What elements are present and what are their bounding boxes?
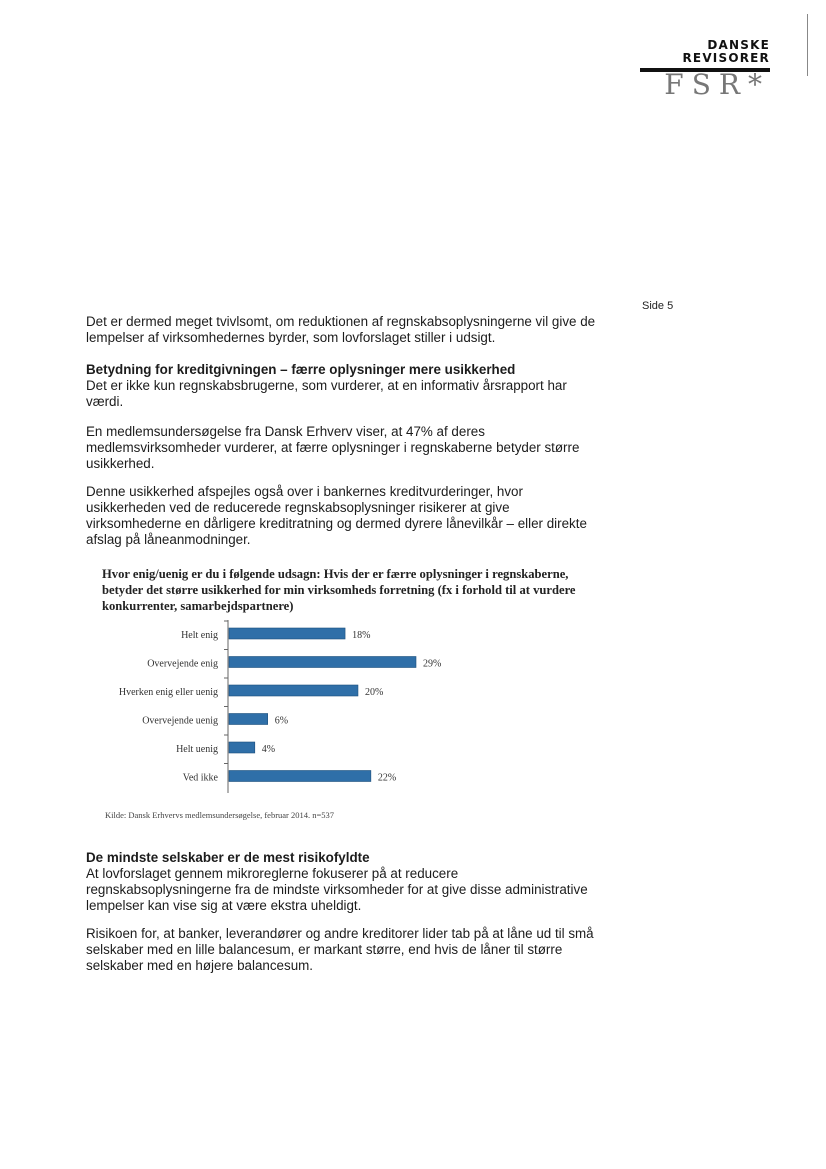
paragraph: Risikoen for, at banker, leverandører og andre kreditorer lider tab på at låne ud til små selskaber med en lille balancesum, er markant større, end hvis de låner til større selskaber med en højere balancesum.	[86, 926, 594, 973]
bar-value-label: 22%	[377, 772, 397, 784]
category-label: Overvejende enig	[147, 658, 218, 670]
section-heading: De mindste selskaber er de mest risikofyldte	[86, 850, 370, 865]
paragraph: Det er dermed meget tvivlsomt, om reduktionen af regnskabsoplysningerne vil give de lempelser af virksomhedernes byrder, som lovforslaget stiller i udsigt.	[86, 314, 596, 345]
logo-line-2: REVISORER	[682, 51, 770, 65]
page-number: Side 5	[642, 300, 674, 312]
logo-mark: FSR*	[664, 68, 770, 101]
bar-value-label: 29%	[423, 658, 442, 670]
category-label: Helt uenig	[176, 744, 218, 755]
category-label: Helt enig	[181, 630, 218, 641]
bar	[229, 685, 358, 696]
page-edge-line	[807, 14, 808, 76]
bar-value-label: 4%	[261, 744, 276, 755]
chart-source: Kilde: Dansk Erhvervs medlemsundersøgelse, februar 2014. n=537	[105, 810, 335, 820]
paragraph: At lovforslaget gennem mikroreglerne fokuserer på at reducere regnskabsoplysningerne fra de mindste virksomheder for at give disse administrative lempelser kan vise sig at være ekstra uheldigt.	[86, 866, 588, 913]
logo	[630, 38, 770, 100]
paragraph: Det er ikke kun regnskabsbrugerne, som vurderer, at en informativ årsrapport har værdi.	[86, 378, 567, 409]
logo-line-1: DANSKE	[707, 38, 770, 52]
category-label: Hverken enig eller uenig	[118, 687, 218, 698]
paragraph: En medlemsundersøgelse fra Dansk Erhverv viser, at 47% af deres medlemsvirksomheder vurderer, at færre oplysninger i regnskaberne betyder større usikkerhed.	[86, 424, 580, 471]
category-label: Overvejende uenig	[142, 715, 218, 727]
section-heading: Betydning for kreditgivningen – færre oplysninger mere usikkerhed	[86, 362, 516, 377]
bar-value-label: 6%	[274, 715, 289, 727]
bar-value-label: 18%	[352, 630, 371, 641]
chart-title: Hvor enig/uenig er du i følgende udsagn: Hvis der er færre oplysninger i regnskaberne, betyder det større usikkerhed for min virksomheds forretning (fx i forhold til at vurdere konkurrenter, samarbejdspartnere)	[102, 567, 576, 613]
bar	[229, 714, 268, 725]
bar-value-label: 20%	[364, 687, 384, 698]
bar-chart	[90, 620, 510, 800]
bar	[229, 742, 255, 753]
paragraph: Denne usikkerhed afspejles også over i bankernes kreditvurderinger, hvor usikkerheden ved de reducerede regnskabsoplysninger risikerer at give virksomhederne en dårligere kreditratning og dermed dyrere lånevilkår – eller direkte afslag på låneanmodninger.	[86, 484, 587, 547]
bar	[229, 657, 416, 668]
bar	[229, 628, 345, 639]
bar	[229, 771, 371, 782]
category-label: Ved ikke	[182, 772, 218, 784]
